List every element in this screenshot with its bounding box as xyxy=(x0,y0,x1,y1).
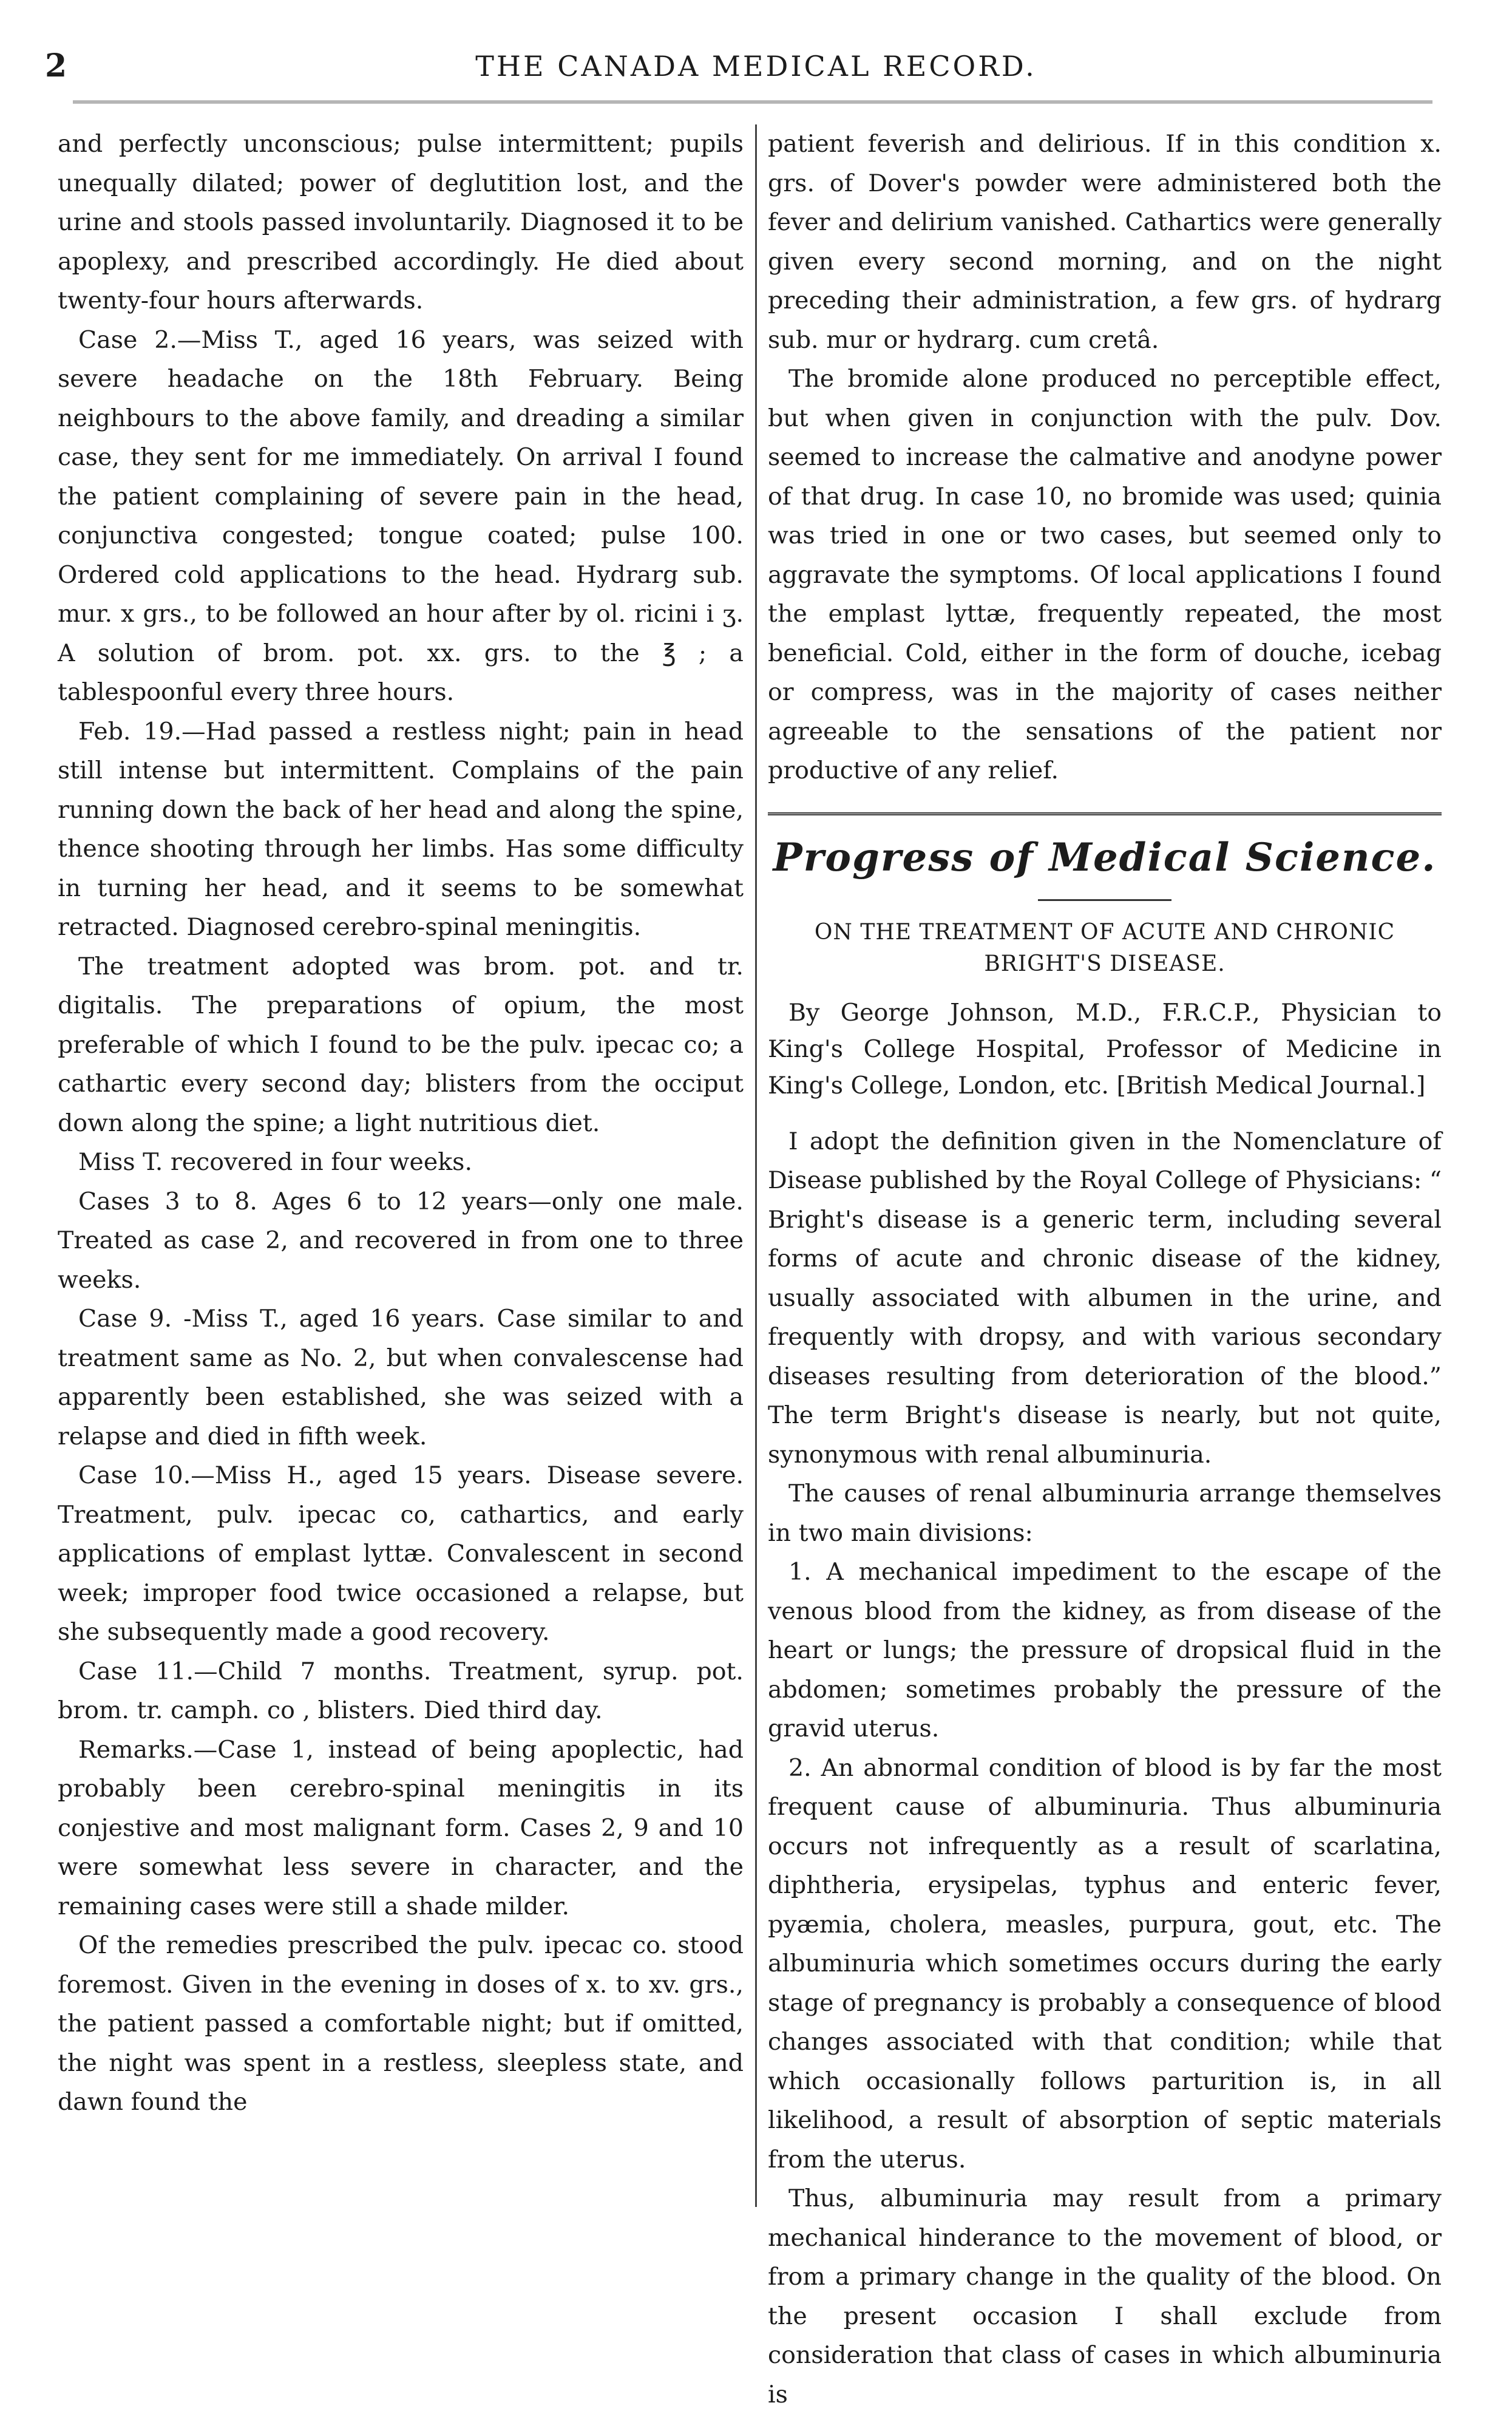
article-title xyxy=(768,917,1442,980)
paragraph: The causes of renal albuminuria arrange themselves in two main divisions: xyxy=(768,1480,1442,1547)
running-title: THE CANADA MEDICAL RECORD. xyxy=(475,50,1037,83)
paragraph: Case 11.—Child 7 months. Treatment, syrup. pot. brom. tr. camph. co , blisters. Died third day. xyxy=(58,1657,744,1724)
right-column xyxy=(768,124,1442,2414)
numbered-item: 1. A mechanical impediment to the escape of the venous blood from the kidney, as from disease of the heart or lungs; the pressure of dropsical fluid in the abdomen; sometimes probably the pressure of the gravid uterus. xyxy=(768,1558,1442,1742)
byline: By George Johnson, M.D., F.R.C.P., Physician to King's College Hospital, Professor of Medicine in King's College, London, etc. [British Medical Journal.] xyxy=(768,998,1442,1100)
paragraph: Thus, albuminuria may result from a primary mechanical hinderance to the movement of blood, or from a primary change in the quality of the blood. On the present occasion I shall exclude from consideration that class of cases in which albuminuria is xyxy=(768,2184,1442,2409)
paragraph: Feb. 19.—Had passed a restless night; pain in head still intense but intermittent. Complains of the pain running down the back of her head and along the spine, thence shooting through her limbs. Has some difficulty in turning her head, and it seems to be somewhat retracted. Diagnosed cerebro-spinal meningitis. xyxy=(58,717,744,941)
header-rule xyxy=(73,101,1432,103)
paragraph: Cases 3 to 8. Ages 6 to 12 years—only one male. Treated as case 2, and recovered in from one to three weeks. xyxy=(58,1187,744,1294)
paragraph: patient feverish and delirious. If in this condition x. grs. of Dover's powder were administered both the fever and delirium vanished. Cathartics were generally given every second morning, and on the night preceding their administration, a few grs. of hydrarg sub. mur or hydrarg. cum cretâ. xyxy=(768,130,1442,354)
paragraph: Case 10.—Miss H., aged 15 years. Disease severe. Treatment, pulv. ipecac co, cathartics, and early applications of emplast lyttæ. Convalescent in second week; improper food twice occasioned a relapse, but she subsequently made a good recovery. xyxy=(58,1461,744,1646)
paragraph: Remarks.—Case 1, instead of being apoplectic, had probably been cerebro-spinal meningitis in its conjestive and most malignant form. Cases 2, 9 and 10 were somewhat less severe in character, and the remaining cases were still a shade milder. xyxy=(58,1735,744,1920)
page-number: 2 xyxy=(45,47,67,84)
paragraph: I adopt the definition given in the Nomenclature of Disease published by the Royal College of Physicians: “ Bright's disease is a generic term, including several forms of acute and chronic disease of the kidney, usually associated with albumen in the urine, and frequently with dropsy, and with various secondary diseases resulting from deterioration of the blood.” The term Bright's disease is nearly, but not quite, synonymous with renal albuminuria. xyxy=(768,1127,1442,1469)
divider xyxy=(1038,899,1171,901)
paragraph: The treatment adopted was brom. pot. and tr. digitalis. The preparations of opium, the most preferable of which I found to be the pulv. ipecac co; a cathartic every second day; blisters from the occiput down along the spine; a light nutritious diet. xyxy=(58,952,744,1137)
paragraph: The bromide alone produced no perceptible effect, but when given in conjunction with the pulv. Dov. seemed to increase the calmative and anodyne power of that drug. In case 10, no bromide was used; quinia was tried in one or two cases, but seemed only to aggravate the symptoms. Of local applications I found the emplast lyttæ, frequently repeated, the most beneficial. Cold, either in the form of douche, icebag or compress, was in the majority of cases neither agreeable to the sensations of the patient nor productive of any relief. xyxy=(768,365,1442,784)
paragraph: and perfectly unconscious; pulse intermittent; pupils unequally dilated; power of deglutition lost, and the urine and stools passed involuntarily. Diagnosed it to be apoplexy, and prescribed accordingly. He died about twenty-four hours afterwards. xyxy=(58,130,744,314)
section-heading: Progress of Medical Science. xyxy=(773,834,1437,880)
paragraph: Miss T. recovered in four weeks. xyxy=(78,1148,473,1176)
paragraph: Case 2.—Miss T., aged 16 years, was seized with severe headache on the 18th February. Being neighbours to the above family, and dreading a similar case, they sent for me immediately. On arrival I found the patient complaining of severe pain in the head, conjunctiva congested; tongue coated; pulse 100. Ordered cold applications to the head. Hydrarg sub. mur. x grs., to be followed an hour after by ol. ricini i ʒ. A solution of brom. pot. xx. grs. to the ℥ ; a tablespoonful every three hours. xyxy=(58,325,744,706)
left-column xyxy=(58,124,744,2122)
paragraph: Of the remedies prescribed the pulv. ipecac co. stood foremost. Given in the evening in doses of x. to xv. grs., the patient passed a comfortable night; but if omitted, the night was spent in a restless, sleepless state, and dawn found the xyxy=(58,1931,744,2116)
section-rule xyxy=(768,812,1442,815)
page-header xyxy=(0,47,1512,96)
article-title-line: BRIGHT'S DISEASE. xyxy=(984,951,1226,976)
paragraph: Case 9. -Miss T., aged 16 years. Case similar to and treatment same as No. 2, but when convalescense had apparently been established, she was seized with a relapse and died in fifth week. xyxy=(58,1305,744,1450)
column-divider xyxy=(755,124,757,2207)
numbered-item: 2. An abnormal condition of blood is by far the most frequent cause of albuminuria. Thus albuminuria occurs not infrequently as a result of scarlatina, diphtheria, erysipelas, typhus and enteric fever, pyæmia, cholera, measles, purpura, gout, etc. The albuminuria which sometimes occurs during the early stage of pregnancy is probably a consequence of blood changes associated with that condition; while that which occasionally follows parturition is, in all likelihood, a result of absorption of septic materials from the uterus. xyxy=(768,1753,1442,2174)
article-title-line: ON THE TREATMENT OF ACUTE AND CHRONIC xyxy=(814,919,1395,945)
